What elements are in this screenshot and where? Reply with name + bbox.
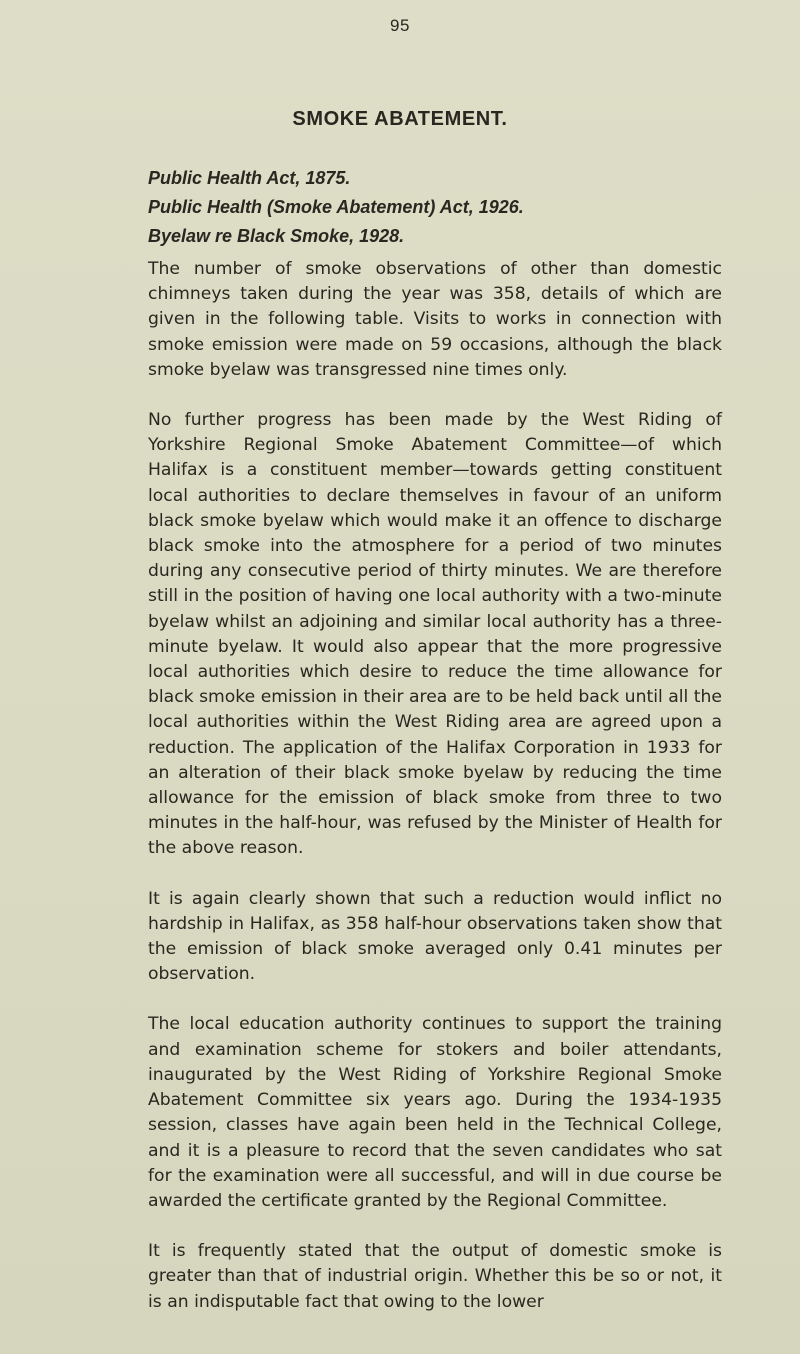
act-citations: [148, 164, 720, 251]
page-number: 95: [390, 16, 410, 35]
act-citation: Public Health (Smoke Abatement) Act, 1926.: [148, 197, 524, 217]
paragraph: It is again clearly shown that such a reduction would inflict no hardship in Halifax, as 358 half-hour observations taken show that the emission of black smoke averaged only 0.41 minutes per observation.: [148, 888, 722, 985]
body-text: [148, 257, 722, 1340]
act-citation: Public Health Act, 1875.: [148, 168, 351, 188]
paragraph: The number of smoke observations of other than domestic chimneys taken during the year was 358, details of which are given in the following table. Visits to works in connection with smoke emission were made on 59 occasions, although the black smoke byelaw was transgressed nine times only.: [148, 259, 722, 380]
act-citation: Byelaw re Black Smoke, 1928.: [148, 226, 405, 246]
paragraph: No further progress has been made by the West Riding of Yorkshire Regional Smoke Abatement Committee—of which Halifax is a constituent member—towards getting constituent local authorities to declare themselves in favour of an uniform black smoke byelaw which would make it an offence to discharge black smoke into the atmosphere for a period of two minutes during any consecutive period of thirty minutes. We are therefore still in the position of having one local authority with a two-minute byelaw whilst an adjoining and similar local authority has a three-minute byelaw. It would also appear that the more progressive local authorities which desire to reduce the time allowance for black smoke emission in their area are to be held back until all the local authorities within the West Riding area are agreed upon a reduction. The application of the Halifax Corporation in 1933 for an alteration of their black smoke byelaw by reducing the time allowance for the emission of black smoke from three to two minutes in the half-hour, was refused by the Minister of Health for the above reason.: [148, 410, 722, 859]
paragraph: The local education authority continues to support the training and examination scheme for stokers and boiler attendants, inaugurated by the West Riding of Yorkshire Regional Smoke Abatement Committee six years ago. During the 1934-1935 session, classes have again been held in the Technical College, and it is a pleasure to record that the seven candidates who sat for the examination were all successful, and will in due course be awarded the certificate granted by the Regional Committee.: [148, 1014, 722, 1211]
page-title: SMOKE ABATEMENT.: [292, 108, 508, 130]
paragraph: It is frequently stated that the output of domestic smoke is greater than that of industrial origin. Whether this be so or not, it is an indisputable fact that owing to the lower: [148, 1241, 722, 1312]
